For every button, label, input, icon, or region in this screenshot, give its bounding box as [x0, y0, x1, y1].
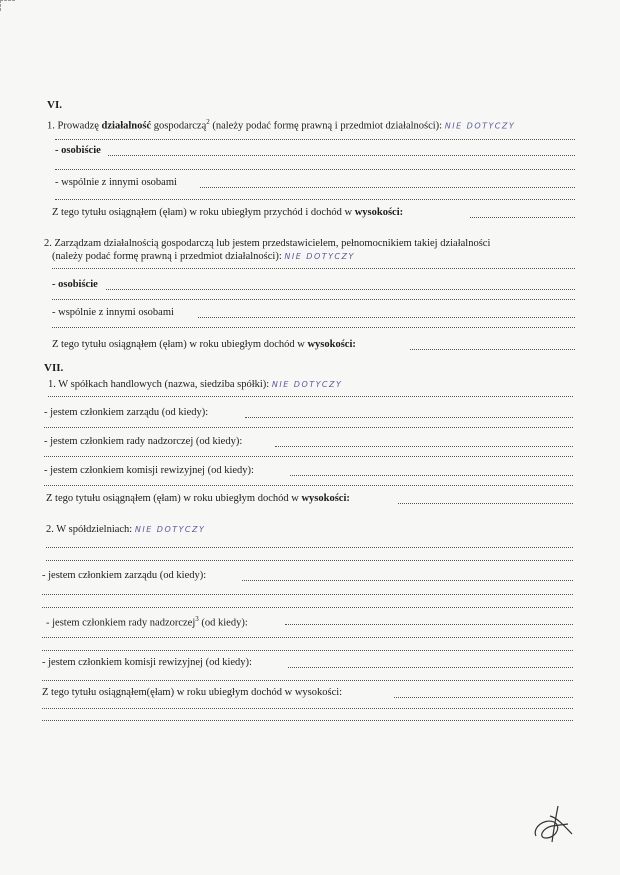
dotted-line — [398, 503, 573, 504]
vi-p2-osobiscie: - osobiście — [52, 279, 98, 290]
vii-p2-income: Z tego tytułu osiągnąłem(ęłam) w roku ubiegłym dochód w wysokości: — [42, 687, 343, 698]
dotted-line — [52, 327, 575, 328]
dotted-line — [410, 349, 575, 350]
dotted-line — [42, 607, 573, 608]
dotted-line — [44, 427, 573, 428]
vi-p1-income-text: Z tego tytułu osiągnąłem (ęłam) w roku ubiegłym przychód i dochód w — [52, 207, 355, 218]
dotted-line — [42, 708, 573, 709]
vi-p2-income-text: Z tego tytułu osiągnąłem (ęłam) w roku ubiegłym dochód w — [52, 339, 308, 350]
dotted-line — [42, 650, 573, 651]
dotted-line — [394, 697, 573, 698]
section-vi-title: VI. — [47, 99, 62, 111]
vii-p1-zarzad: - jestem członkiem zarządu (od kiedy): — [44, 407, 209, 418]
vii-p1-income-text: Z tego tytułu osiągnąłem (ęłam) w roku ubiegłym dochód w — [46, 493, 302, 504]
vi-p2-line2 — [52, 250, 355, 263]
dotted-line — [470, 217, 575, 218]
vi-p1-heading — [47, 116, 515, 133]
vi-p1-income — [52, 206, 403, 219]
vi-p1-bold: działalność — [101, 120, 152, 132]
dotted-line — [200, 187, 575, 188]
vi-p2-line2-text: (należy podać formę prawną i przedmiot działalności): — [52, 251, 282, 262]
vii-p1-income — [46, 492, 350, 505]
vi-p2-income — [52, 338, 356, 351]
vii-p2-heading — [46, 523, 205, 536]
dotted-line — [48, 396, 573, 397]
vi-p1-post: (należy podać formę prawną i przedmiot działalności): — [209, 120, 443, 132]
signature — [528, 798, 578, 846]
vii-p1-komisja: - jestem członkiem komisji rewizyjnej (od kiedy): — [44, 465, 254, 476]
vi-p1-mid: gospodarczą — [151, 120, 207, 132]
vi-p2-income-bold: wysokości: — [307, 339, 356, 350]
dotted-line — [106, 289, 575, 290]
vi-p2-answer: NIE DOTYCZY — [284, 252, 355, 261]
dotted-line — [242, 580, 573, 581]
dotted-line — [108, 155, 575, 156]
vii-p2-zarzad: - jestem członkiem zarządu (od kiedy): — [42, 570, 207, 581]
vi-p1-wspolnie: - wspólnie z innymi osobami — [55, 177, 177, 188]
dotted-line — [42, 720, 573, 721]
vii-p2-answer: NIE DOTYCZY — [134, 525, 206, 534]
vi-p1-footnote: 2 — [206, 118, 210, 126]
dotted-line — [46, 547, 573, 548]
vii-p1-text: 1. W spółkach handlowych (nazwa, siedziba spółki): — [48, 379, 270, 390]
vii-p2-text: 2. W spółdzielniach: — [46, 524, 133, 535]
dotted-line — [285, 624, 573, 625]
vi-p1-osobiscie: - osobiście — [55, 145, 101, 156]
vi-p2-line1: 2. Zarządzam działalnością gospodarczą lub jestem przedstawicielem, pełnomocnikiem takiej działalności — [44, 238, 491, 249]
dotted-line — [198, 317, 575, 318]
vi-p1-income-bold: wysokości: — [354, 207, 404, 218]
vii-p2-rada-text: - jestem członkiem rady nadzorczej — [46, 617, 196, 629]
dotted-line — [42, 594, 573, 595]
dotted-line — [55, 139, 575, 140]
dotted-line — [42, 680, 573, 681]
vii-p2-rada — [46, 613, 248, 630]
vii-p1-answer: NIE DOTYCZY — [271, 380, 343, 389]
dotted-line — [44, 485, 573, 486]
dotted-line — [290, 475, 573, 476]
dotted-line — [55, 199, 575, 200]
dotted-line — [52, 268, 575, 269]
dotted-line — [275, 446, 573, 447]
vi-p1-answer: NIE DOTYCZY — [444, 121, 516, 131]
vii-p1-heading — [48, 378, 342, 391]
vii-p1-income-bold: wysokości: — [301, 493, 350, 504]
dotted-line — [55, 169, 575, 170]
dotted-line — [52, 299, 575, 300]
scan-corner-mark — [0, 0, 15, 11]
vii-p2-komisja: - jestem członkiem komisji rewizyjnej (od kiedy): — [42, 657, 252, 668]
vi-p1-pre: 1. Prowadzę — [47, 120, 102, 132]
dotted-line — [46, 560, 573, 561]
vii-p2-rada-post: (od kiedy): — [198, 617, 248, 629]
dotted-line — [288, 667, 573, 668]
dotted-line — [245, 417, 573, 418]
dotted-line — [42, 637, 573, 638]
vii-p2-footnote: 3 — [195, 615, 199, 623]
dotted-line — [44, 456, 573, 457]
vii-p1-rada: - jestem członkiem rady nadzorczej (od kiedy): — [44, 436, 243, 447]
vi-p2-wspolnie: - wspólnie z innymi osobami — [52, 307, 174, 318]
section-vii-title: VII. — [44, 362, 64, 374]
